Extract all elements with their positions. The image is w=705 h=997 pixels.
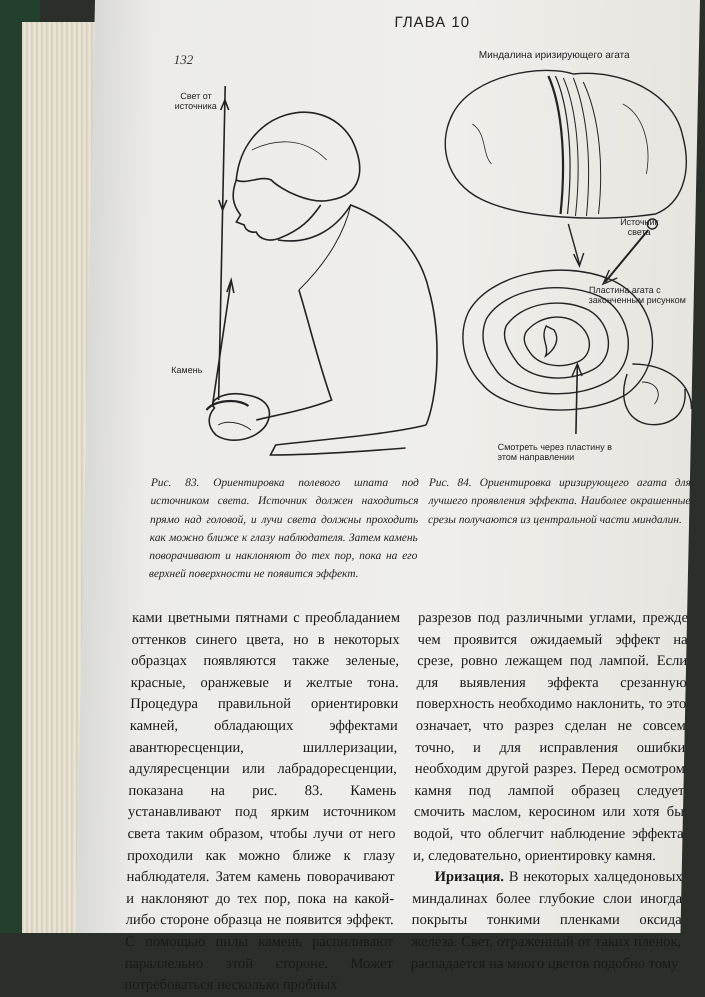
fig84-source-label: Источник света (620, 217, 659, 237)
fig84-caption: Рис. 84. Ориентировка иризирующего агата для лучшего проявления эффекта. Наиболее окрашенные срезы получаются из центральной части миндалин. (427, 477, 692, 526)
fig84-illustration (426, 64, 699, 444)
fig83-illustration (155, 80, 453, 480)
fig84-view-label: Смотреть через пластину в этом направлении (497, 442, 613, 462)
right-column-section (411, 867, 683, 975)
fig84-plate-label: Пластина агата с законченным рисунком (588, 285, 686, 305)
chapter-header: ГЛАВА 10 (394, 14, 471, 31)
section-text: В некоторых халцедоновых миндалинах более глубокие слои иногда покрыты тонкими пленками оксида железа. Свет, отраженный от таких пленок, распадается на много цветов подобно тому (410, 869, 683, 972)
text-column-right (411, 608, 689, 975)
fig84-title: Миндалина иризирующего агата (478, 50, 630, 61)
text-column-left (124, 608, 400, 997)
right-column-paragraph: разрезов под различными углами, прежде чем проявится ожидаемый эффект на срезе, ровно лежащем под лампой. Если для выявления эффекта срезанную поверхность необходимо наклонить, то это означает, что разрез сделан не совсем точно, и для исправления ошибки необходим другой разрез. Перед осмотром камня под лампой образец следует смочить маслом, керосином или хотя бы водой, что облегчит наблюдение эффекта и, следовательно, ориентировку камня. (412, 610, 689, 864)
fig83-caption: Рис. 83. Ориентировка полевого шпата под источником света. Источник должен находиться прямо над головой, и лучи света должны проходить как можно ближе к глазу наблюдателя. Затем камень поворачивают и наклоняют до тех пор, пока на его верхней поверхности не появится эффект. (148, 477, 420, 581)
book-page (75, 0, 700, 994)
page-number: 132 (173, 52, 194, 67)
left-column-paragraph: ками цветными пятнами с преобладанием оттенков синего цвета, но в некоторых образцах появляются также зеленые, красные, оранжевые и желтые тона. Процедура правильной ориентировки камней, обладающих эффектами авантюресценции, шиллеризации, адуляресценции или лабрадоресценции, показана на рис. 83. Камень устанавливают под ярким источником света таким образом, чтобы лучи от него проходили как можно ближе к глазу наблюдателя. Затем камень поворачивают и наклоняют до тех пор, пока на какой-либо стороне образца не появится эффект. С помощью пилы камень распиливают параллельно этой стороне. Может потребоваться несколько пробных (124, 610, 401, 994)
fig83-stone-label: Камень (171, 365, 203, 375)
section-heading: Иризация. (434, 869, 505, 886)
fig83-light-label: Свет от источника (174, 91, 217, 111)
